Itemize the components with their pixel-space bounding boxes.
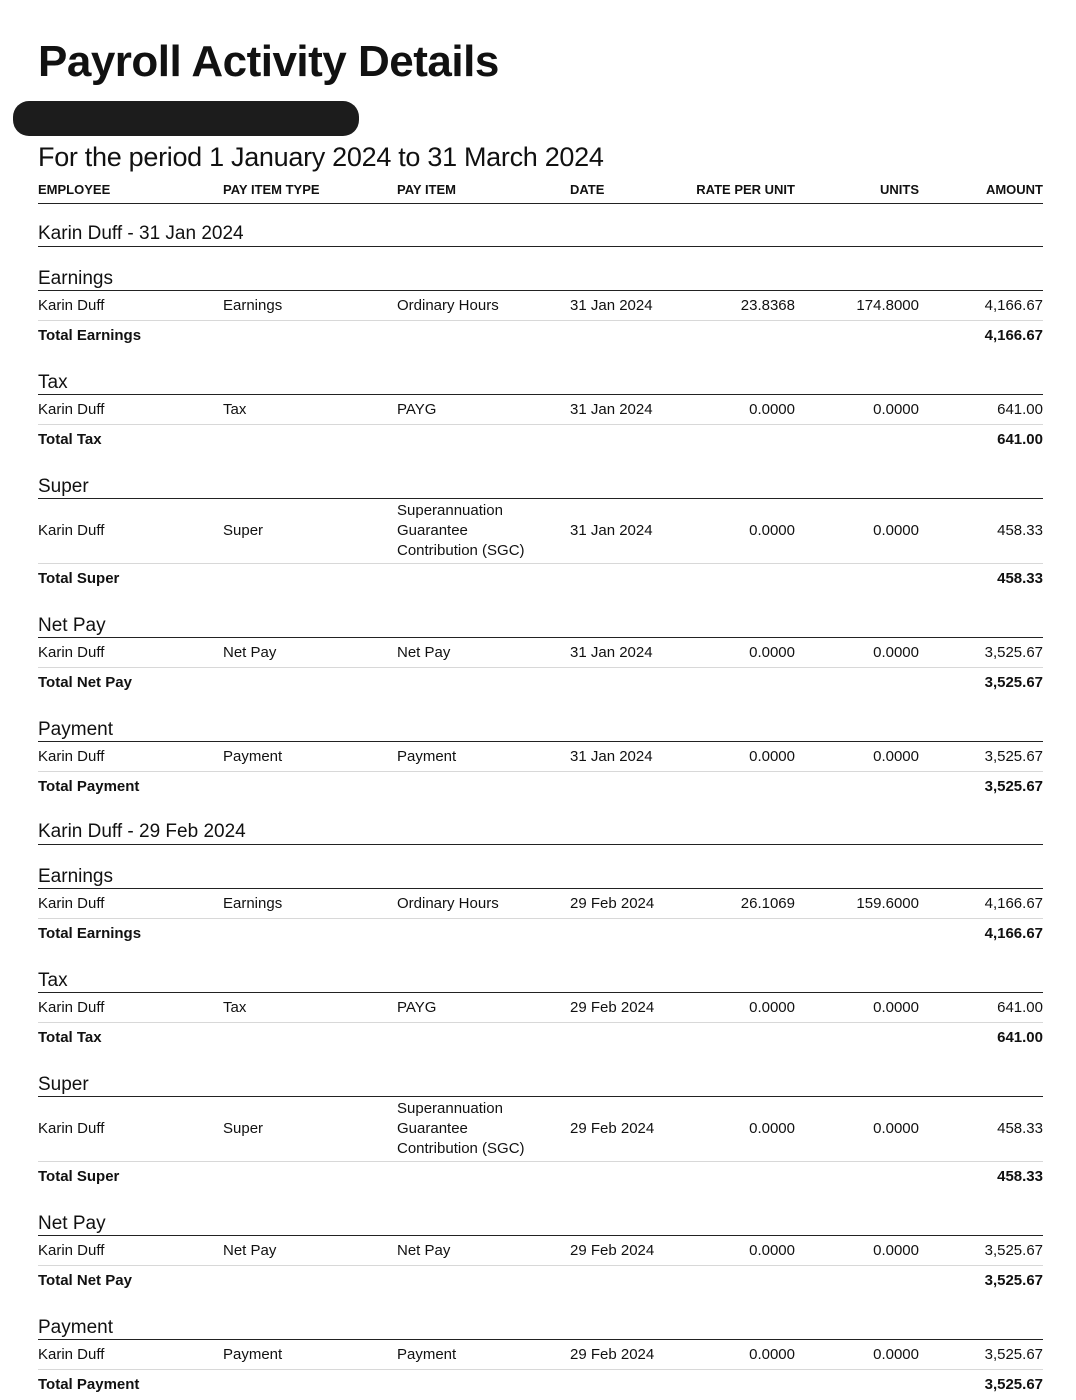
total-row xyxy=(38,919,1043,949)
table-row[interactable] xyxy=(38,1097,1043,1162)
total-label: Total Net Pay xyxy=(38,674,132,691)
table-row[interactable] xyxy=(38,291,1043,321)
cell-pay-item-type: Earnings xyxy=(223,894,283,912)
cell-date: 29 Feb 2024 xyxy=(570,998,655,1016)
total-row xyxy=(38,772,1043,802)
cell-pay-item: PAYG xyxy=(397,400,437,418)
total-amount: 458.33 xyxy=(997,570,1043,587)
table-row[interactable] xyxy=(38,742,1043,772)
total-label: Total Tax xyxy=(38,1029,102,1046)
section-title-label: Tax xyxy=(38,372,68,393)
column-date[interactable]: DATE xyxy=(570,182,605,197)
cell-amount: 3,525.67 xyxy=(984,643,1043,661)
total-label: Total Earnings xyxy=(38,925,142,942)
section-title-label: Earnings xyxy=(38,268,113,289)
total-row xyxy=(38,668,1043,698)
cell-employee: Karin Duff xyxy=(38,1345,105,1363)
section-title-label: Payment xyxy=(38,1317,113,1338)
cell-amount: 3,525.67 xyxy=(984,1345,1043,1363)
section-title-label: Net Pay xyxy=(38,615,106,636)
cell-units: 174.8000 xyxy=(856,296,919,314)
group-title xyxy=(38,802,1043,845)
cell-employee: Karin Duff xyxy=(38,894,105,912)
total-amount: 3,525.67 xyxy=(984,1272,1043,1289)
total-amount: 4,166.67 xyxy=(984,327,1043,344)
cell-date: 31 Jan 2024 xyxy=(570,400,653,418)
cell-amount: 641.00 xyxy=(997,998,1043,1016)
section-title xyxy=(38,594,1043,638)
cell-amount: 4,166.67 xyxy=(984,894,1043,912)
section-title xyxy=(38,845,1043,889)
section-title xyxy=(38,247,1043,291)
total-label: Total Payment xyxy=(38,778,140,795)
section-title xyxy=(38,949,1043,993)
cell-units: 0.0000 xyxy=(873,998,919,1016)
total-amount: 4,166.67 xyxy=(984,925,1043,942)
cell-pay-item: Ordinary Hours xyxy=(397,894,499,912)
group-title xyxy=(38,204,1043,247)
section-title xyxy=(38,698,1043,742)
cell-date: 29 Feb 2024 xyxy=(570,894,655,912)
section-title-label: Earnings xyxy=(38,866,113,887)
redacted-company-name xyxy=(13,101,359,136)
section-title xyxy=(38,1053,1043,1097)
cell-pay-item-type: Earnings xyxy=(223,296,283,314)
cell-date: 29 Feb 2024 xyxy=(570,1345,655,1363)
cell-rate-per-unit: 0.0000 xyxy=(749,400,795,418)
cell-units: 0.0000 xyxy=(873,522,919,539)
section-title xyxy=(38,1296,1043,1340)
cell-rate-per-unit: 0.0000 xyxy=(749,1120,795,1137)
cell-pay-item-type: Super xyxy=(223,1120,264,1137)
cell-amount: 641.00 xyxy=(997,400,1043,418)
cell-pay-item-type: Payment xyxy=(223,747,283,765)
cell-date: 31 Jan 2024 xyxy=(570,747,653,765)
cell-rate-per-unit: 0.0000 xyxy=(749,1345,795,1363)
cell-rate-per-unit: 26.1069 xyxy=(740,894,795,912)
section-title-label: Payment xyxy=(38,719,113,740)
column-pay-item-type[interactable]: PAY ITEM TYPE xyxy=(223,182,320,197)
cell-pay-item-type: Net Pay xyxy=(223,1241,277,1259)
section-title xyxy=(38,455,1043,499)
table-row[interactable] xyxy=(38,395,1043,425)
section-title xyxy=(38,1192,1043,1236)
column-pay-item[interactable]: PAY ITEM xyxy=(397,182,457,197)
section-title-label: Super xyxy=(38,1074,89,1095)
column-amount[interactable]: AMOUNT xyxy=(985,182,1043,197)
section-title-label: Net Pay xyxy=(38,1213,106,1234)
column-units[interactable]: UNITS xyxy=(880,182,919,197)
cell-rate-per-unit: 0.0000 xyxy=(749,998,795,1016)
report-body xyxy=(38,204,1043,1400)
page-title: Payroll Activity Details xyxy=(38,37,499,86)
table-row[interactable] xyxy=(38,1236,1043,1266)
cell-pay-item: Ordinary Hours xyxy=(397,296,499,314)
report-period: For the period 1 January 2024 to 31 March 2024 xyxy=(38,142,604,172)
cell-employee: Karin Duff xyxy=(38,400,105,418)
cell-units: 159.6000 xyxy=(856,894,919,912)
total-amount: 458.33 xyxy=(997,1168,1043,1185)
total-amount: 3,525.67 xyxy=(984,1376,1043,1393)
cell-rate-per-unit: 0.0000 xyxy=(749,522,795,539)
section-title xyxy=(38,351,1043,395)
total-amount: 641.00 xyxy=(997,1029,1043,1046)
cell-employee: Karin Duff xyxy=(38,998,105,1016)
total-amount: 641.00 xyxy=(997,431,1043,448)
column-employee[interactable]: EMPLOYEE xyxy=(38,182,111,197)
cell-pay-item-type: Super xyxy=(223,522,264,539)
cell-rate-per-unit: 0.0000 xyxy=(749,643,795,661)
total-label: Total Tax xyxy=(38,431,102,448)
cell-rate-per-unit: 0.0000 xyxy=(749,747,795,765)
cell-employee: Karin Duff xyxy=(38,747,105,765)
section-title-label: Super xyxy=(38,476,89,497)
cell-pay-item-type: Payment xyxy=(223,1345,283,1363)
total-row xyxy=(38,1266,1043,1296)
cell-rate-per-unit: 0.0000 xyxy=(749,1241,795,1259)
cell-amount: 458.33 xyxy=(997,522,1043,539)
cell-amount: 3,525.67 xyxy=(984,1241,1043,1259)
column-rate-per-unit[interactable]: RATE PER UNIT xyxy=(696,182,795,197)
total-label: Total Payment xyxy=(38,1376,140,1393)
cell-pay-item-type: Tax xyxy=(223,998,247,1016)
cell-date: 31 Jan 2024 xyxy=(570,296,653,314)
cell-pay-item: Net Pay xyxy=(397,643,451,661)
cell-units: 0.0000 xyxy=(873,1241,919,1259)
cell-date: 31 Jan 2024 xyxy=(570,643,653,661)
cell-rate-per-unit: 23.8368 xyxy=(740,296,795,314)
cell-employee: Karin Duff xyxy=(38,296,105,314)
table-row[interactable] xyxy=(38,1340,1043,1370)
group-title-label: Karin Duff - 31 Jan 2024 xyxy=(38,223,244,244)
total-row xyxy=(38,321,1043,351)
cell-date: 31 Jan 2024 xyxy=(570,522,653,539)
cell-units: 0.0000 xyxy=(873,747,919,765)
cell-units: 0.0000 xyxy=(873,400,919,418)
table-header xyxy=(38,178,1043,204)
cell-units: 0.0000 xyxy=(873,1120,919,1137)
cell-employee: Karin Duff xyxy=(38,1120,105,1137)
total-amount: 3,525.67 xyxy=(984,674,1043,691)
cell-pay-item-type: Net Pay xyxy=(223,643,277,661)
cell-pay-item: Superannuation Guarantee Contribution (SGC) xyxy=(397,1100,525,1157)
total-row xyxy=(38,1162,1043,1192)
cell-amount: 4,166.67 xyxy=(984,296,1043,314)
cell-pay-item: Payment xyxy=(397,747,457,765)
cell-pay-item: Superannuation Guarantee Contribution (SGC) xyxy=(397,502,525,559)
cell-pay-item-type: Tax xyxy=(223,400,247,418)
total-label: Total Earnings xyxy=(38,327,142,344)
table-row[interactable] xyxy=(38,889,1043,919)
group-title-label: Karin Duff - 29 Feb 2024 xyxy=(38,821,246,842)
table-row[interactable] xyxy=(38,993,1043,1023)
cell-date: 29 Feb 2024 xyxy=(570,1120,655,1137)
total-label: Total Super xyxy=(38,1168,120,1185)
cell-employee: Karin Duff xyxy=(38,1241,105,1259)
section-title-label: Tax xyxy=(38,970,68,991)
total-row xyxy=(38,425,1043,455)
cell-pay-item: PAYG xyxy=(397,998,437,1016)
table-row[interactable] xyxy=(38,638,1043,668)
total-label: Total Net Pay xyxy=(38,1272,132,1289)
cell-amount: 458.33 xyxy=(997,1120,1043,1137)
cell-employee: Karin Duff xyxy=(38,643,105,661)
total-row xyxy=(38,1370,1043,1400)
cell-units: 0.0000 xyxy=(873,643,919,661)
table-row[interactable] xyxy=(38,499,1043,564)
total-row xyxy=(38,564,1043,594)
cell-amount: 3,525.67 xyxy=(984,747,1043,765)
cell-employee: Karin Duff xyxy=(38,522,105,539)
total-amount: 3,525.67 xyxy=(984,778,1043,795)
cell-date: 29 Feb 2024 xyxy=(570,1241,655,1259)
total-row xyxy=(38,1023,1043,1053)
total-label: Total Super xyxy=(38,570,120,587)
cell-units: 0.0000 xyxy=(873,1345,919,1363)
cell-pay-item: Payment xyxy=(397,1345,457,1363)
cell-pay-item: Net Pay xyxy=(397,1241,451,1259)
